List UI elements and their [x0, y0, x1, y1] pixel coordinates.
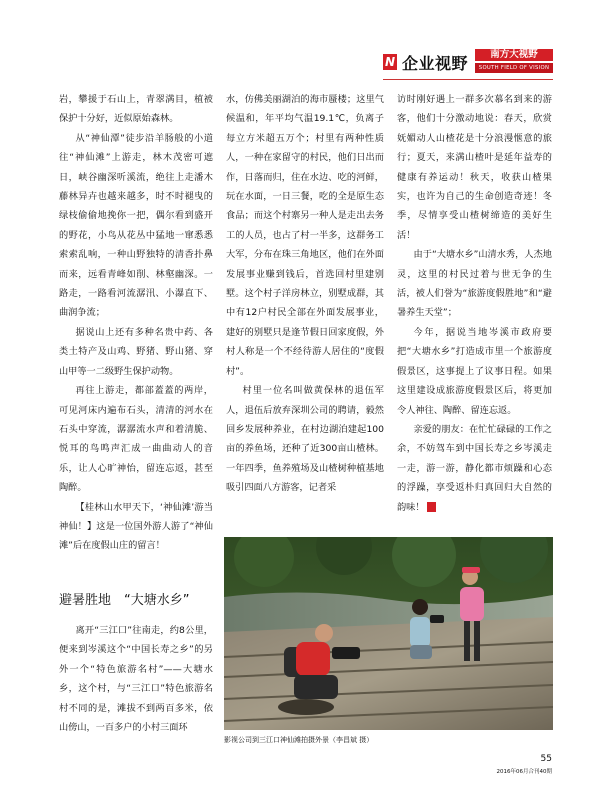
section-brand: 企业视野: [402, 54, 469, 73]
paragraph: 访时刚好遇上一群多次慕名到来的游客，他们十分激动地说：春天，欣赏妩媚动人山楂花是十分浪漫惬意的旅行；夏天，来满山楂叶是延年益寿的健康有养运动！秋天，收获山楂果实，也许为自己的生命创造奇迹！冬季，尽情享受山楂树缔造的美好生活！: [397, 94, 552, 241]
paragraph: 岩，攀援于石山上，青翠满目，植被保护十分好，近似原始森林。: [59, 94, 213, 125]
issue-date: 2016年06月合刊40期: [496, 769, 552, 775]
photo-caption: 影视公司到三江口神仙滩拍摄外景（李昌斌 摄）: [224, 736, 374, 744]
paragraph: 村里一位名叫做黄保林的退伍军人，退伍后放弃深圳公司的聘请，毅然回乡发展种养业，在村边湖泊建起100亩的养鱼场，还种了近300亩山楂林。一年四季，鱼养殖场及山楂树种植基地吸引四面八方游客，记者采: [226, 385, 384, 494]
column-1-continued: [59, 621, 213, 737]
column-2: [226, 90, 384, 498]
header-rule: [383, 79, 553, 80]
paragraph: 据说山上还有多种名贵中药、各类土特产及山鸡、野猪、野山猪、穿山甲等一二级野生保护动物。: [59, 326, 213, 377]
column-1: [59, 90, 213, 556]
paragraph: 水，仿佛美丽湖泊的海市蜃楼；这里气候温和，年平均气温19.1℃，负离子每立方米超五万个；村里有两种性质人，一种在家留守的村民，他们日出而作，日落而归，住在水边、吃的河鲜，玩在水面，一日三餐，吃的全是原生态食品；而这个村寨另一种人是走出去务工的人员，也占了村一半多，这群务工大军，分布在珠三角地区，他们在外面发展事业赚到钱后，首选回村里建别墅。这个村子洋房林立，别墅成群，其中有12户村民全部在外面发展事业，建好的别墅只是逢节假日回家度假，外村人称是一个不经待游人居住的“度假村”。: [226, 94, 384, 377]
section-tag: [475, 49, 553, 73]
end-mark-icon: [427, 502, 436, 512]
page-number: 55: [540, 754, 552, 764]
river-photo-illustration: [224, 537, 553, 730]
paragraph: 由于“大塘水乡”山清水秀，人杰地灵，这里的村民过着与世无争的生活，被人们誉为“旅游度假胜地”和“避暑养生天堂”；: [397, 249, 552, 319]
section-tag-en: SOUTH FIELD OF VISION: [475, 63, 553, 73]
paragraph: 离开“三江口”往南走，约8公里，便来到岑溪这个“中国长寿之乡”的另外一个“特色旅游名村”——大塘水乡，这个村，与“三江口”特色旅游名村不同的是，滩拔不到两百多米，依山傍山，一百多户的小村三面环: [59, 625, 213, 734]
section-subheading: 避暑胜地 “大塘水乡”: [59, 593, 190, 608]
paragraph: 今年，据说当地岑溪市政府要把“大塘水乡”打造成市里一个旅游度假景区，这事提上了议事日程。如果这里建设成旅游度假景区后，将更加令人神往、陶醉、留连忘返。: [397, 326, 552, 416]
paragraph: 【桂林山水甲天下，‘神仙滩’游当神仙！】这是一位国外游人游了“神仙滩”后在度假山庄的留言！: [59, 501, 213, 552]
n-logo-icon: N: [384, 55, 396, 69]
paragraph: 再往上游走，都部蓋蓋的两岸，可见河床内遍布石头，清清的河水在石头中穿流，潺潺流水声和着清脆、悦耳的鸟鸣声汇成一曲曲动人的音乐，让人心旷神怡，留连忘返，甚至陶醉。: [59, 385, 213, 494]
section-tag-cn: 南方大视野: [475, 49, 553, 61]
paragraph: 亲爱的朋友：在忙忙碌碌的工作之余，不妨驾车到中国长寿之乡岑溪走一走，游一游，静化都市烦躁和心态的浮躁，享受返朴归真回归大自然的韵味！: [397, 423, 552, 513]
paragraph: 从“神仙潭”徒步沿羊肠般的小道往“神仙滩”上游走，林木茂密可遮日，峡谷幽深听溪流，绝往上走潘木藤林异卉也越来越多，时不时褪曳的绿枝偷偷地挽你一把，偶尔看到盛开的野花，小鸟从花丛中猛地一窜悉悉索索乱响，一种山野独特的清香扑鼻而来，远看青峰如削、林壑幽深。一路走，一路看河流潺汛、小瀑直下、曲润争流；: [59, 132, 213, 319]
column-3: [397, 90, 552, 517]
river-photo: [224, 537, 553, 730]
